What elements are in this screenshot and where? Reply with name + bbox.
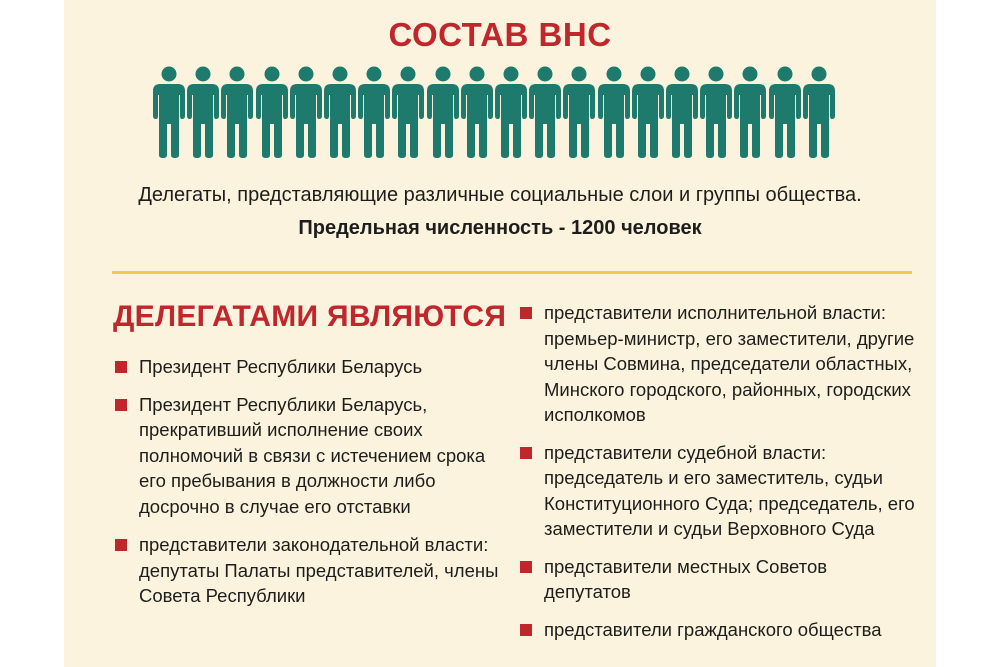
list-item: [113, 532, 513, 609]
person-icon: [391, 66, 425, 158]
person-icon: [562, 66, 596, 158]
square-bullet-icon: [520, 561, 532, 573]
person-icon: [699, 66, 733, 158]
delegates-list-left: [113, 354, 513, 609]
square-bullet-icon: [115, 399, 127, 411]
person-icon: [768, 66, 802, 158]
person-icon: [597, 66, 631, 158]
square-bullet-icon: [115, 539, 127, 551]
list-item-text: Президент Республики Беларусь, прекративший исполнение своих полномочий в связи с истечением срока его пребывания в должности либо досрочно в случае его отставки: [139, 393, 486, 517]
list-item-text: Президент Республики Беларусь: [139, 356, 423, 377]
list-item-text: представители исполнительной власти: премьер-министр, его заместители, другие члены Совмина, председатели областных, Минского городского, районных, городских исполкомов: [544, 302, 915, 425]
person-icon: [460, 66, 494, 158]
list-item-text: представители гражданского общества: [544, 618, 882, 640]
list-item: [518, 554, 918, 605]
person-icon: [152, 66, 186, 158]
person-icon: [802, 66, 836, 158]
page-title: СОСТАВ ВНС: [388, 16, 612, 53]
list-item: [113, 392, 513, 520]
person-icon: [494, 66, 528, 158]
person-icon: [528, 66, 562, 158]
list-item-text: представители местных Советов депутатов: [544, 555, 828, 602]
person-icon: [220, 66, 254, 158]
square-bullet-icon: [520, 624, 532, 636]
person-icon: [733, 66, 767, 158]
list-item: [518, 300, 918, 428]
delegates-list-right: [518, 300, 918, 642]
square-bullet-icon: [115, 361, 127, 373]
person-icon: [289, 66, 323, 158]
person-icon: [426, 66, 460, 158]
divider: [112, 271, 912, 274]
list-item-text: представители судебной власти: председатель и его заместитель, судьи Конституционного Суда; председатель, его заместители и судьи Верховного Суда: [544, 441, 915, 539]
people-row: [152, 66, 849, 158]
section-title: ДЕЛЕГАТАМИ ЯВЛЯЮТСЯ: [113, 300, 507, 333]
limit-text: Предельная численность - 1200 человек: [298, 217, 702, 239]
square-bullet-icon: [520, 307, 532, 319]
list-item-text: представители законодательной власти: депутаты Палаты представителей, члены Совета Республики: [139, 534, 499, 606]
person-icon: [323, 66, 357, 158]
person-icon: [186, 66, 220, 158]
person-icon: [665, 66, 699, 158]
list-item: [518, 440, 918, 542]
person-icon: [255, 66, 289, 158]
list-item: [518, 617, 918, 643]
square-bullet-icon: [520, 447, 532, 459]
list-item: [113, 354, 513, 380]
person-icon: [631, 66, 665, 158]
person-icon: [357, 66, 391, 158]
intro-text: Делегаты, представляющие различные социальные слои и группы общества.: [138, 184, 862, 206]
